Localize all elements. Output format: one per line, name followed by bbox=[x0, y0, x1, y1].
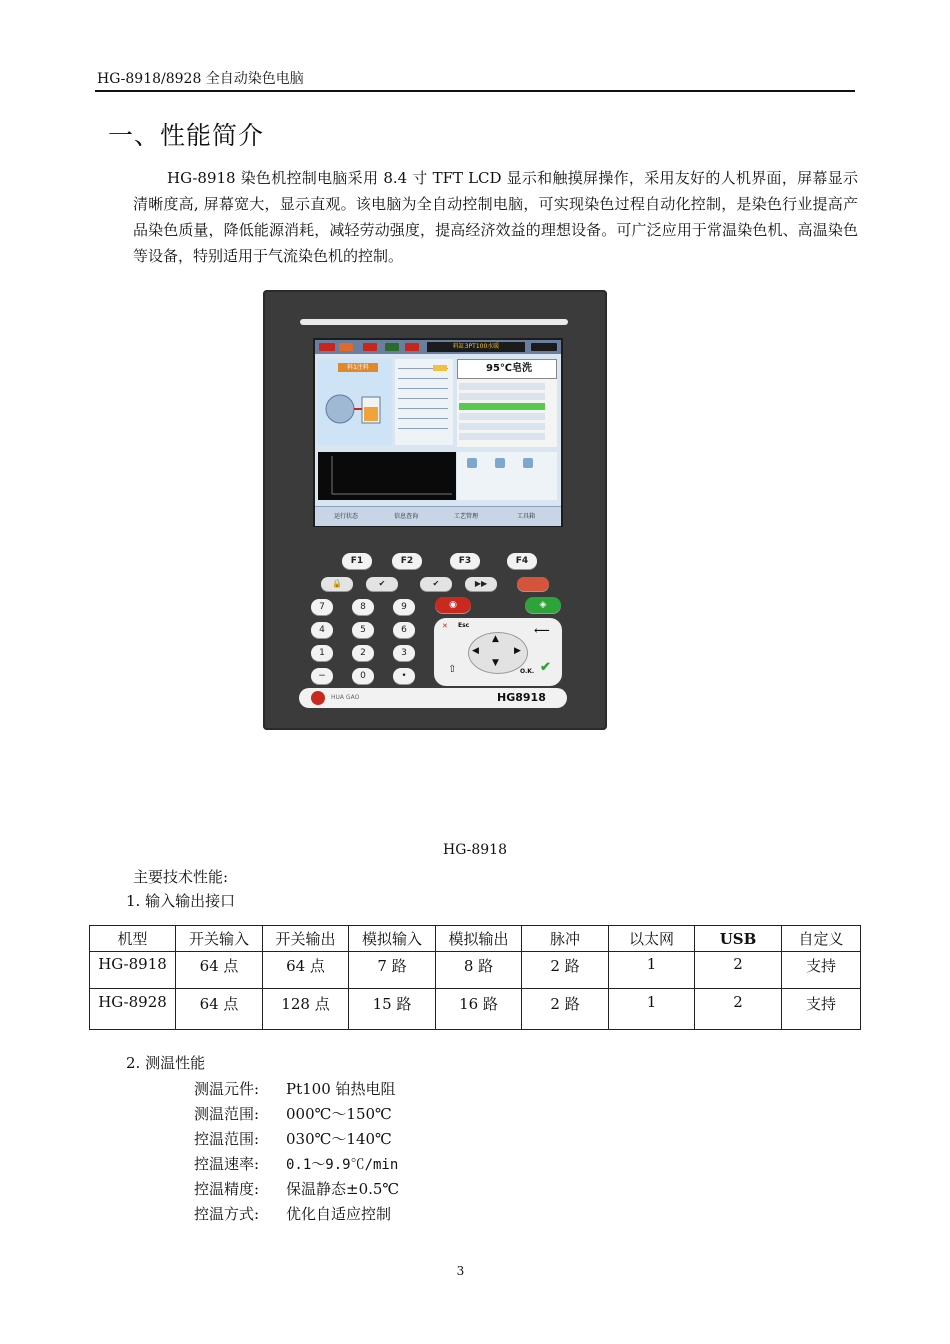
temp-spec-row bbox=[194, 1153, 398, 1174]
key-esc: Esc bbox=[458, 622, 470, 629]
screen-icon-panel bbox=[457, 452, 557, 500]
table-header: 自定义 bbox=[782, 926, 861, 952]
device-top-slot bbox=[300, 319, 568, 325]
key-f2: F2 bbox=[392, 553, 422, 569]
key-f3: F3 bbox=[450, 553, 480, 569]
temp-spec-row bbox=[194, 1178, 399, 1199]
table-cell: 64 点 bbox=[176, 989, 263, 1030]
check-icon: ✔ bbox=[366, 577, 398, 591]
fast-forward-icon: ▶▶ bbox=[465, 577, 497, 591]
key-5: 5 bbox=[352, 622, 374, 638]
table-header: 以太网 bbox=[609, 926, 695, 952]
arrow-right-icon: ▶ bbox=[514, 646, 521, 656]
screen-btn-query: 信息查询 bbox=[393, 513, 418, 520]
key-4: 4 bbox=[311, 622, 333, 638]
screen-title: 料缸3PT100水暖 bbox=[427, 342, 525, 352]
key-8: 8 bbox=[352, 599, 374, 615]
header-rule bbox=[95, 90, 855, 92]
table-cell: 1 bbox=[609, 989, 695, 1030]
table-cell: 2 路 bbox=[522, 989, 609, 1030]
key-7: 7 bbox=[311, 599, 333, 615]
temp-spec-row bbox=[194, 1203, 391, 1224]
brand-name: HUA GAO bbox=[331, 694, 360, 701]
table-cell: HG-8928 bbox=[90, 989, 176, 1030]
temp-spec-key: 测温元件: bbox=[194, 1080, 260, 1098]
arrow-left-icon: ◀ bbox=[472, 646, 479, 656]
temp-spec-row bbox=[194, 1128, 392, 1149]
stop-icon bbox=[517, 577, 549, 591]
table-header: 机型 bbox=[90, 926, 176, 952]
table-header: 开关输出 bbox=[263, 926, 349, 952]
table-header: 模拟输出 bbox=[436, 926, 522, 952]
table-header-row bbox=[90, 926, 861, 952]
table-row bbox=[90, 989, 861, 1030]
specs-item-1: 1. 输入输出接口 bbox=[126, 892, 236, 910]
temp-spec-row bbox=[194, 1078, 396, 1099]
table-cell: 64 点 bbox=[176, 952, 263, 989]
table-cell: 2 bbox=[695, 989, 782, 1030]
device-brand-bar bbox=[299, 688, 567, 708]
table-cell: 128 点 bbox=[263, 989, 349, 1030]
shift-icon: ⇧ bbox=[448, 664, 457, 675]
table-cell: 支持 bbox=[782, 952, 861, 989]
screen-graph bbox=[318, 452, 456, 500]
table-header: 脉冲 bbox=[522, 926, 609, 952]
figure-caption: HG-8918 bbox=[442, 842, 507, 858]
table-cell: 2 bbox=[695, 952, 782, 989]
table-cell: 2 路 bbox=[522, 952, 609, 989]
table-cell: HG-8918 bbox=[90, 952, 176, 989]
table-cell: 15 路 bbox=[349, 989, 436, 1030]
table-header: USB bbox=[695, 926, 782, 952]
screen-right-panel bbox=[457, 359, 557, 447]
key-dot: • bbox=[393, 668, 415, 684]
specs-item-2: 2. 测温性能 bbox=[126, 1054, 206, 1072]
table-cell: 16 路 bbox=[436, 989, 522, 1030]
table-header: 开关输入 bbox=[176, 926, 263, 952]
page-number: 3 bbox=[456, 1264, 465, 1278]
temp-spec-value: 优化自适应控制 bbox=[286, 1205, 392, 1223]
table-row bbox=[90, 952, 861, 989]
temp-spec-key: 测温范围: bbox=[194, 1105, 260, 1123]
screen-left-label: 料1注料 bbox=[338, 363, 378, 372]
arrow-down-icon: ▼ bbox=[492, 658, 499, 668]
key-3: 3 bbox=[393, 645, 415, 661]
temp-spec-value: 保温静态±0.5℃ bbox=[286, 1180, 400, 1198]
table-cell: 1 bbox=[609, 952, 695, 989]
screen-big-text: 95℃皂洗 bbox=[457, 359, 557, 379]
temp-spec-value: 000℃～150℃ bbox=[286, 1105, 392, 1123]
screen-bottom-bar bbox=[315, 506, 561, 526]
backspace-arrow-icon: ⟵ bbox=[534, 624, 550, 637]
key-f4: F4 bbox=[507, 553, 537, 569]
key-f1: F1 bbox=[342, 553, 372, 569]
ok-check-icon: ✔ bbox=[540, 660, 551, 675]
key-ok: O.K. bbox=[520, 668, 535, 675]
key-1: 1 bbox=[311, 645, 333, 661]
key-0: 0 bbox=[352, 668, 374, 684]
table-cell: 8 路 bbox=[436, 952, 522, 989]
screen-btn-tools: 工具箱 bbox=[516, 513, 535, 520]
lock-icon: 🔒 bbox=[321, 577, 353, 591]
section-title: 一、性能简介 bbox=[108, 121, 265, 150]
temp-spec-value: 030℃～140℃ bbox=[286, 1130, 392, 1148]
brand-logo-icon bbox=[311, 691, 325, 705]
temp-spec-key: 控温速率: bbox=[194, 1155, 260, 1173]
temp-spec-key: 控温方式: bbox=[194, 1205, 260, 1223]
header-title: HG-8918/8928 全自动染色电脑 bbox=[97, 71, 304, 87]
table-cell: 7 路 bbox=[349, 952, 436, 989]
temp-spec-row bbox=[194, 1103, 392, 1124]
device-screen bbox=[313, 338, 563, 527]
key-minus: − bbox=[311, 668, 333, 684]
table-header: 模拟输入 bbox=[349, 926, 436, 952]
temp-spec-value: Pt100 铂热电阻 bbox=[286, 1080, 396, 1098]
temp-spec-key: 控温范围: bbox=[194, 1130, 260, 1148]
stop-button-icon: ◉ bbox=[435, 597, 471, 613]
key-2: 2 bbox=[352, 645, 374, 661]
device-model-label: HG8918 bbox=[497, 691, 546, 704]
navigation-pad bbox=[434, 618, 562, 686]
temp-spec-key: 控温精度: bbox=[194, 1180, 260, 1198]
screen-mid-panel bbox=[395, 359, 453, 445]
table-cell: 64 点 bbox=[263, 952, 349, 989]
screen-status-bar bbox=[315, 340, 561, 354]
controller-device-image bbox=[263, 290, 607, 730]
clock-check-icon: ✔ bbox=[420, 577, 452, 591]
arrow-up-icon: ▲ bbox=[492, 634, 499, 644]
specs-heading: 主要技术性能: bbox=[133, 868, 229, 886]
start-button-icon: ◈ bbox=[525, 597, 561, 613]
intro-paragraph: HG-8918 染色机控制电脑采用 8.4 寸 TFT LCD 显示和触摸屏操作，采用友好的人机界面，屏幕显示清晰度高, 屏幕宽大，显示直观。该电脑为全自动控制电脑，可实现染色过程自动化控制，是染色行业提高产品染色质量，降低能源消耗，减轻劳动强度，提高经济效益的理想设备。可广泛应用于常温染色机、高温染色等设备，特别适用于气流染色机的控制。 bbox=[133, 169, 858, 265]
screen-btn-status: 运行状态 bbox=[333, 513, 358, 520]
screen-left-panel bbox=[318, 359, 392, 445]
key-6: 6 bbox=[393, 622, 415, 638]
table-cell: 支持 bbox=[782, 989, 861, 1030]
io-spec-table bbox=[89, 925, 861, 1030]
close-x-icon: ✕ bbox=[442, 622, 448, 630]
key-9: 9 bbox=[393, 599, 415, 615]
temp-spec-value: 0.1～9.9℃/min bbox=[286, 1157, 399, 1173]
screen-btn-process: 工艺管理 bbox=[453, 513, 478, 520]
